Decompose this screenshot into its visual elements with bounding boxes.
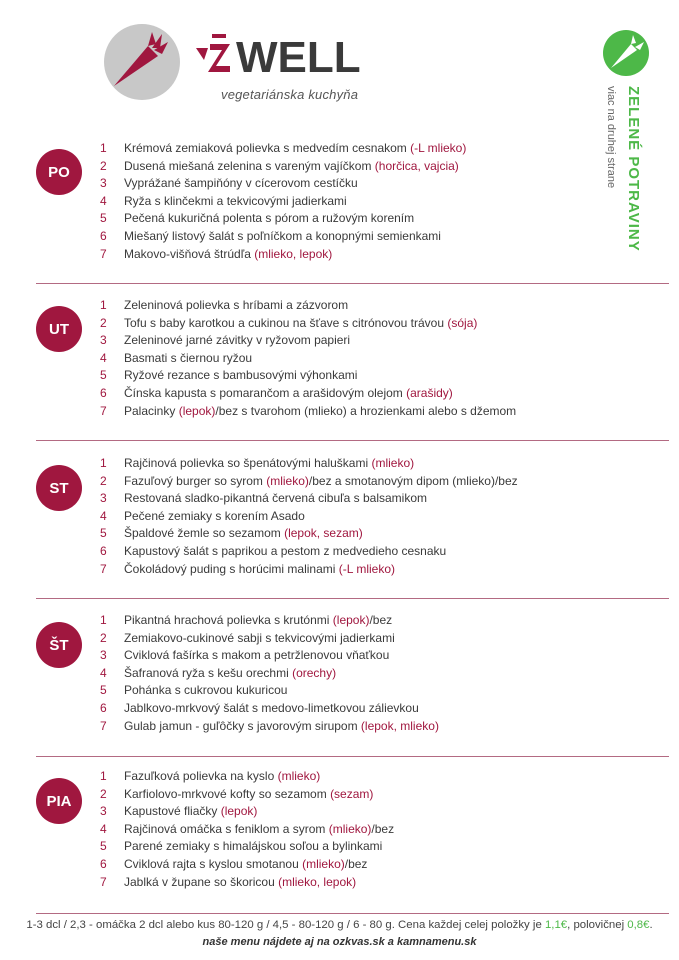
menu-item: [100, 350, 516, 368]
side-banner-subtitle: viac na druhej strane: [605, 86, 617, 189]
footer-pricing-end: .: [649, 919, 653, 931]
menu-item-name: Cviklová fašírka s makom a petržlenovou vňaťkou: [124, 648, 390, 663]
menu-item: [100, 821, 394, 839]
menu-item-name: Zemiakovo-cukinové sabji s tekvicovými jadierkami: [124, 630, 395, 645]
menu-item-allergen: (mlieko): [371, 456, 415, 470]
menu-item: [100, 508, 518, 526]
menu-item-number: 7: [100, 874, 107, 889]
menu-item-number: 6: [100, 228, 107, 243]
menu-item-allergen: (mlieko): [266, 473, 309, 488]
menu-item-number: 2: [100, 158, 107, 173]
menu-item: [100, 543, 518, 561]
menu-item-number: 4: [100, 350, 107, 365]
menu-list: [100, 140, 466, 263]
menu-item-allergen: (mlieko, lepok): [254, 246, 333, 261]
menu-item-number: 7: [100, 403, 107, 418]
menu-item-number: 7: [100, 561, 107, 576]
menu-item-name: Ryžové rezance s bambusovými výhonkami: [124, 368, 358, 383]
menu-item: [100, 490, 518, 508]
menu-item-note: /bez: [344, 856, 368, 871]
menu-item-allergen: (mlieko, lepok): [278, 874, 357, 889]
section-divider: [36, 756, 669, 757]
menu-item-number: 6: [100, 856, 107, 871]
carrot-icon: [104, 24, 180, 100]
menu-item-name: Gulab jamun - guľôčky s javorovým sirupom: [124, 718, 361, 733]
menu-item-number: 4: [100, 821, 107, 836]
day-badge: UT: [36, 306, 82, 352]
menu-item: [100, 385, 516, 403]
menu-item-name: Rajčinová polievka so špenátovými haluškami: [124, 456, 372, 470]
menu-item: [100, 403, 516, 421]
footer-pricing-text: 1-3 dcl / 2,3 - omáčka 2 dcl alebo kus 80-120 g / 4,5 - 80-120 g / 6 - 80 g. Cena každej celej položky je: [26, 919, 545, 931]
menu-list: [100, 768, 394, 891]
menu-item-number: 3: [100, 804, 107, 819]
carrot-icon: [603, 30, 649, 76]
menu-item-number: 5: [100, 839, 107, 854]
menu-item: [100, 175, 466, 193]
menu-item-note: /bez s tvarohom (mlieko) a hrozienkami alebo s džemom: [215, 403, 517, 418]
menu-item: [100, 612, 439, 630]
menu-item-name: Fazuľková polievka na kyslo: [124, 769, 278, 783]
menu-item: [100, 718, 439, 736]
menu-item-name: Zeleninová polievka s hríbami a zázvorom: [124, 298, 349, 312]
section-divider: [36, 913, 669, 914]
day-section: [36, 612, 669, 742]
day-section: [36, 297, 669, 427]
menu-item: [100, 525, 518, 543]
menu-item-name: Jablkovo-mrkvový šalát s medovo-limetkovou zálievkou: [124, 700, 419, 715]
menu-item-name: Cviklová rajta s kyslou smotanou: [124, 856, 303, 871]
menu-item: [100, 561, 518, 579]
menu-item: [100, 297, 516, 315]
menu-item-allergen: (sezam): [330, 786, 374, 801]
menu-item-allergen: (arašidy): [406, 385, 453, 400]
brand-name: WELL: [236, 33, 361, 80]
menu-item: [100, 246, 466, 264]
menu-item-number: 5: [100, 368, 107, 383]
menu-item-name: Čokoládový puding s horúcimi malinami: [124, 561, 339, 576]
menu-item-number: 3: [100, 333, 107, 348]
menu-item-number: 7: [100, 718, 107, 733]
menu-item: [100, 140, 466, 158]
menu-item-name: Krémová zemiaková polievka s medvedím cesnakom: [124, 141, 411, 155]
price-half: 0,8€: [627, 919, 650, 931]
menu-item-number: 1: [100, 613, 107, 627]
section-divider: [36, 440, 669, 441]
menu-item-allergen: (lepok): [178, 403, 216, 418]
section-divider: [36, 598, 669, 599]
menu-item-name: Miešaný listový šalát s poľníčkom a konopnými semienkami: [124, 228, 441, 243]
menu-item-allergen: (lepok): [220, 804, 258, 819]
menu-item-name: Pečená kukuričná polenta s pórom a ružovým korením: [124, 211, 415, 226]
menu-item-number: 1: [100, 456, 107, 470]
menu-item: [100, 856, 394, 874]
menu-item-number: 2: [100, 473, 107, 488]
brand-subtitle: vegetariánska kuchyňa: [221, 87, 359, 102]
menu-item: [100, 228, 466, 246]
menu-item: [100, 665, 439, 683]
menu-item-note: /bez: [371, 821, 395, 836]
day-section: [36, 140, 669, 270]
menu-item: [100, 455, 518, 473]
day-badge: ST: [36, 465, 82, 511]
menu-item: [100, 158, 466, 176]
logo: [104, 20, 394, 110]
day-badge: PO: [36, 149, 82, 195]
menu-item-number: 6: [100, 543, 107, 558]
menu-item-name: Špaldové žemle so sezamom: [124, 526, 285, 541]
section-divider: [36, 283, 669, 284]
menu-item-number: 1: [100, 298, 107, 312]
menu-item-allergen: (mlieko): [328, 821, 372, 836]
menu-item-name: Kapustový šalát s paprikou a pestom z medvedieho cesnaku: [124, 543, 447, 558]
menu-item-name: Makovo-višňová štrúdľa: [124, 246, 255, 261]
menu-item-note: /bez a smotanovým dipom (mlieko)/bez: [308, 473, 518, 488]
menu-item-name: Rajčinová omáčka s feniklom a syrom: [124, 821, 329, 836]
menu-item-allergen: (lepok): [332, 613, 370, 627]
menu-item-name: Pikantná hrachová polievka s krutónmi: [124, 613, 333, 627]
menu-item-number: 2: [100, 315, 107, 330]
menu-item: [100, 332, 516, 350]
menu-item-name: Karfiolovo-mrkvové kofty so sezamom: [124, 786, 331, 801]
menu-item-name: Dusená miešaná zelenina s vareným vajíčkom: [124, 158, 375, 173]
menu-item: [100, 647, 439, 665]
menu-item: [100, 193, 466, 211]
menu-item: [100, 682, 439, 700]
menu-item: [100, 367, 516, 385]
menu-item-allergen: (mlieko): [277, 769, 321, 783]
menu-item-number: 4: [100, 508, 107, 523]
menu-item-name: Šafranová ryža s kešu orechmi: [124, 665, 293, 680]
price-full: 1,1€: [544, 919, 568, 931]
menu-item: [100, 210, 466, 228]
menu-item-number: 5: [100, 683, 107, 698]
menu-item-number: 1: [100, 141, 107, 155]
menu-item-number: 2: [100, 786, 107, 801]
menu-item-name: Basmati s čiernou ryžou: [124, 350, 253, 365]
menu-list: [100, 455, 518, 578]
menu-item-name: Čínska kapusta s pomarančom a arašidovým olejom: [124, 385, 407, 400]
menu-item-number: 4: [100, 665, 107, 680]
menu-item-name: Zeleninové jarné závitky v ryžovom papieri: [124, 333, 351, 348]
day-section: [36, 455, 669, 585]
menu-item: [100, 315, 516, 333]
menu-item: [100, 786, 394, 804]
menu-item-allergen: (orechy): [292, 665, 337, 680]
footer-pricing: [0, 919, 679, 931]
day-section: [36, 768, 669, 898]
menu-item-name: Ryža s klinčekmi a tekvicovými jadierkami: [124, 193, 347, 208]
menu-item-number: 5: [100, 526, 107, 541]
menu-item-name: Tofu s baby karotkou a cukinou na šťave s citrónovou trávou: [124, 315, 448, 330]
menu-item-number: 6: [100, 700, 107, 715]
day-badge: ŠT: [36, 622, 82, 668]
menu-item: [100, 473, 518, 491]
menu-item: [100, 803, 394, 821]
menu-item-name: Fazuľový burger so syrom: [124, 473, 267, 488]
menu-item-name: Restovaná sladko-pikantná červená cibuľa s balsamikom: [124, 491, 427, 506]
menu-list: [100, 612, 439, 735]
menu-item: [100, 768, 394, 786]
menu-item-allergen: (mlieko): [302, 856, 345, 871]
menu-item-allergen: (-L mlieko): [410, 141, 467, 155]
brand-logo: [196, 30, 396, 80]
menu-item-allergen: (horčica, vajcia): [374, 158, 459, 173]
menu-item-number: 2: [100, 630, 107, 645]
menu-item-name: Pečené zemiaky s korením Asado: [124, 508, 305, 523]
menu-item: [100, 874, 394, 892]
menu-item-allergen: (lepok, mlieko): [360, 718, 439, 733]
menu-item: [100, 838, 394, 856]
menu-item-number: 3: [100, 176, 107, 191]
menu-item-number: 3: [100, 491, 107, 506]
menu-item-number: 5: [100, 211, 107, 226]
menu-item-number: 1: [100, 769, 107, 783]
menu-item-number: 7: [100, 246, 107, 261]
menu-item-name: Parené zemiaky s himalájskou soľou a bylinkami: [124, 839, 383, 854]
menu-item-number: 6: [100, 385, 107, 400]
menu-item-number: 4: [100, 193, 107, 208]
day-badge: PIA: [36, 778, 82, 824]
menu-item-name: Pohánka s cukrovou kukuricou: [124, 683, 288, 698]
menu-item: [100, 700, 439, 718]
menu-item-allergen: (-L mlieko): [338, 561, 395, 576]
menu-item: [100, 630, 439, 648]
menu-item-name: Palacinky: [124, 403, 179, 418]
menu-item-number: 3: [100, 648, 107, 663]
menu-item-note: /bez: [369, 613, 393, 627]
menu-item-allergen: (lepok, sezam): [284, 526, 363, 541]
side-banner-title: ZELENÉ POTRAVINY: [625, 86, 642, 252]
menu-list: [100, 297, 516, 420]
menu-item-allergen: (sója): [447, 315, 478, 330]
footer-links: naše menu nájdete aj na ozkvas.sk a kamnamenu.sk: [202, 936, 477, 948]
footer-pricing-text: , polovičnej: [567, 919, 628, 931]
menu-item-name: Kapustové fliačky: [124, 804, 221, 819]
menu-item-name: Vyprážané šampiňóny v cícerovom cestíčku: [124, 176, 358, 191]
menu-item-name: Jablká v župane so škoricou: [124, 874, 279, 889]
